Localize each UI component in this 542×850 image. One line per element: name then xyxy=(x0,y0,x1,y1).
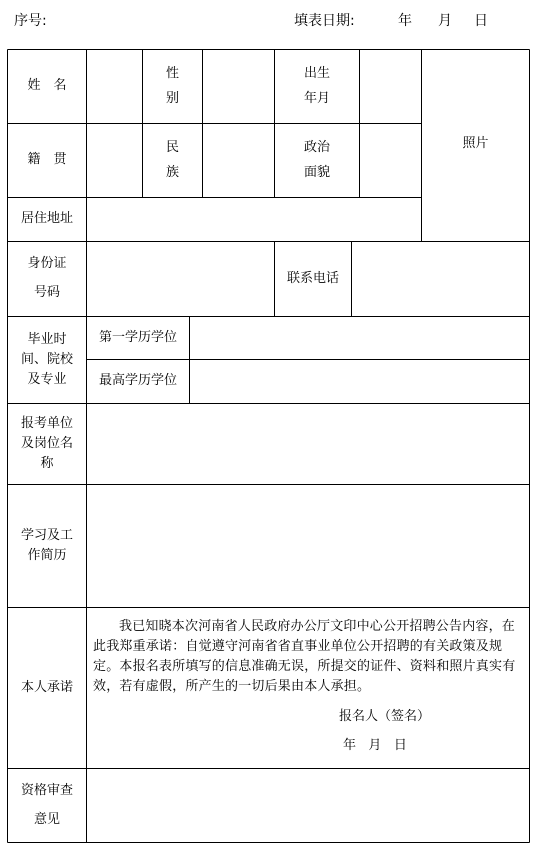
address-label-cell xyxy=(8,198,86,241)
graduation-label-line1: 毕业时 xyxy=(27,331,67,347)
signature-day: 日 xyxy=(393,738,407,753)
date-year-label: 年 xyxy=(398,13,412,29)
serial-label: 序号: xyxy=(14,13,47,29)
signature-date xyxy=(343,736,407,756)
birth-label-line2: 年月 xyxy=(303,90,330,106)
apply-position-field[interactable] xyxy=(87,404,529,484)
resume-field[interactable] xyxy=(87,485,529,607)
review-label-cell xyxy=(8,769,86,842)
highest-degree-label: 最高学历学位 xyxy=(98,373,177,389)
review-label-line2: 意见 xyxy=(33,811,60,827)
address-field[interactable] xyxy=(87,198,421,241)
phone-label: 联系电话 xyxy=(286,270,339,286)
political-label-cell xyxy=(275,124,359,197)
id-label-line2: 号码 xyxy=(33,285,60,300)
gender-label-line1: 性 xyxy=(165,65,179,81)
gender-field[interactable] xyxy=(203,50,274,123)
date-day-label: 日 xyxy=(474,13,488,29)
resume-label-line1: 学习及工 xyxy=(20,527,73,543)
political-label-line2: 面貌 xyxy=(303,164,330,180)
date-month-label: 月 xyxy=(438,13,452,29)
graduation-label-line2: 间、院校 xyxy=(20,351,73,367)
first-degree-label-cell xyxy=(87,317,189,359)
ethnicity-label-line2: 族 xyxy=(165,164,179,180)
id-label-cell xyxy=(8,242,86,316)
apply-position-label-line3: 称 xyxy=(40,456,54,472)
promise-section xyxy=(93,617,523,757)
address-label: 居住地址 xyxy=(20,211,73,227)
id-number-field[interactable] xyxy=(87,242,274,316)
political-field[interactable] xyxy=(360,124,421,197)
apply-position-label-cell xyxy=(8,404,86,484)
promise-text: 我已知晓本次河南省人民政府办公厅文印中心公开招聘公告内容，在此我郑重承诺：自觉遵守河南省省直事业单位公开招聘的有关政策及规定。本报名表所填写的信息准确无误，所提交的证件、资料和照片真实有效，若有虚假，所产生的一切后果由本人承担。 xyxy=(93,619,516,694)
name-field[interactable] xyxy=(87,50,142,123)
first-degree-field[interactable] xyxy=(190,317,529,359)
name-label-cell xyxy=(8,50,86,123)
apply-position-label-line1: 报考单位 xyxy=(20,415,73,431)
graduation-label-cell xyxy=(8,317,86,403)
political-label-line1: 政治 xyxy=(303,139,330,155)
birth-label-cell xyxy=(275,50,359,123)
signature-label: 报名人（签名） xyxy=(339,709,431,724)
origin-field[interactable] xyxy=(87,124,142,197)
phone-field[interactable] xyxy=(352,242,529,316)
signature-month: 月 xyxy=(368,738,382,753)
signature-year: 年 xyxy=(343,738,357,753)
highest-degree-label-cell xyxy=(87,360,189,403)
origin-label: 籍 贯 xyxy=(27,152,67,168)
photo-label: 照片 xyxy=(462,136,489,151)
first-degree-label: 第一学历学位 xyxy=(98,329,177,345)
highest-degree-field[interactable] xyxy=(190,360,529,403)
review-label-line1: 资格审查 xyxy=(20,782,73,798)
ethnicity-label-cell xyxy=(143,124,202,197)
promise-label: 本人承诺 xyxy=(20,679,73,695)
review-field[interactable] xyxy=(87,769,529,842)
resume-label-line2: 作简历 xyxy=(27,548,67,563)
phone-label-cell xyxy=(275,242,351,316)
gender-label-cell xyxy=(143,50,202,123)
birth-field[interactable] xyxy=(360,50,421,123)
id-label-line1: 身份证 xyxy=(27,256,67,272)
apply-position-label-line2: 及岗位名 xyxy=(20,435,73,451)
gender-label-line2: 别 xyxy=(165,90,179,106)
photo-cell[interactable] xyxy=(422,50,529,241)
resume-label-cell xyxy=(8,485,86,607)
ethnicity-label-line1: 民 xyxy=(165,139,179,155)
ethnicity-field[interactable] xyxy=(203,124,274,197)
fill-date-label: 填表日期: xyxy=(294,13,355,29)
name-label: 姓 名 xyxy=(27,78,67,94)
origin-label-cell xyxy=(8,124,86,197)
promise-label-cell xyxy=(8,608,86,768)
graduation-label-line3: 及专业 xyxy=(27,372,67,388)
birth-label-line1: 出生 xyxy=(303,65,330,81)
